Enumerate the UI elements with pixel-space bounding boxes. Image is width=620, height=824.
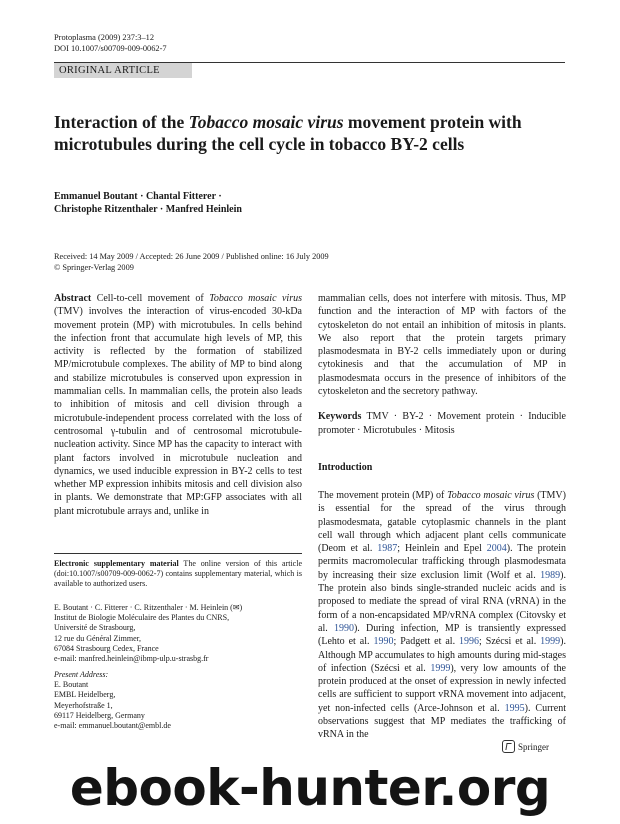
- dates-received: Received: 14 May 2009 / Accepted: 26 June 2009 / Published online: 16 July 2009: [54, 252, 329, 261]
- citation-link[interactable]: 1990: [333, 622, 354, 634]
- journal-citation: Protoplasma (2009) 237:3–12: [54, 33, 155, 42]
- citation-link[interactable]: 1995: [504, 702, 525, 714]
- citation-link[interactable]: 1999: [540, 636, 561, 648]
- journal-header: [54, 32, 167, 54]
- citation-link[interactable]: 1999: [430, 662, 451, 674]
- journal-doi: DOI 10.1007/s00709-009-0062-7: [54, 44, 167, 53]
- abstract-continued: mammalian cells, does not interfere with mitosis. Thus, MP function and the interaction of MP with factors of the cytoskeleton do not entail an inhibition of mitosis in plants. We also report that the protein targets primary plasmodesmata in BY-2 cells immediately upon or during cytokinesis and that the accumulation of MP in plasmodesmata occurs in the presence of inhibitors of the cytoskeleton and the secretory pathway. Keywords TMV · BY-2 · Movement protein · Inducible promoter · Microtubules · Mitosis: [318, 293, 566, 436]
- introduction-heading: Introduction: [318, 462, 373, 473]
- article-type-label: ORIGINAL ARTICLE: [54, 63, 192, 78]
- author-list: [54, 190, 454, 216]
- authors-line-1: Emmanuel Boutant · Chantal Fitterer ·: [54, 191, 222, 202]
- article-title: Interaction of the Tobacco mosaic virus movement protein with microtubules during the cell cycle in tobacco BY-2 cells: [54, 112, 522, 154]
- citation-link[interactable]: 2004: [486, 543, 507, 555]
- introduction-text: The movement protein (MP) of Tobacco mosaic virus (TMV) is essential for the spread of the virus through plasmodesmata, gatable cytoplasmic channels in the plant cell wall through which adjacent plant cells communicate (Deom et al. 1987; Heinlein and Epel 2004). The protein permits macromolecular trafficking through plasmodesmata by increasing their size exclusion limit (Wolf et al. 1989). The protein also binds single-stranded nucleic acids and is proposed to mediate the spread of viral RNA (vRNA) in the form of a non-encapsidated MP/vRNA complex (Citovsky et al. 1990). During infection, MP is transiently expressed (Lehto et al. 1990; Padgett et al. 1996; Szécsi et al. 1999). Although MP accumulates to high amounts during mid-stages of infection (Szécsi et al. 1999), very low amounts of the protein produced at the onset of expression in newly infected cells are sufficient to support vRNA movement into adjacent, yet non-infected cells (Arce-Johnson et al. 1995). Current observations suggest that MP mediates the trafficking of vRNA in the: [318, 490, 566, 741]
- supplementary-note: Electronic supplementary material The online version of this article (doi:10.1007/s00709-009-0062-7) contains supplementary material, which is available to authorized users.: [54, 559, 302, 589]
- keywords-label: Keywords: [318, 411, 362, 423]
- present-email[interactable]: e-mail: emmanuel.boutant@embl.de: [54, 721, 171, 731]
- footnote-rule: [54, 553, 302, 554]
- citation-link[interactable]: 1989: [540, 569, 561, 581]
- publication-dates: [54, 251, 565, 273]
- present-address: Present Address: E. Boutant EMBL Heidelberg, Meyerhofstraße 1, 69117 Heidelberg, Germany e-mail: emmanuel.boutant@embl.de: [54, 670, 302, 731]
- authors-line-2: Christophe Ritzenthaler · Manfred Heinlein: [54, 204, 242, 215]
- copyright: © Springer-Verlag 2009: [54, 263, 134, 272]
- watermark: ebook-hunter.org: [69, 759, 551, 817]
- springer-horse-icon: [502, 740, 515, 753]
- author-email[interactable]: e-mail: manfred.heinlein@ibmp-ulp.u-strasbg.fr: [54, 654, 209, 664]
- citation-link[interactable]: 1996: [459, 636, 480, 648]
- abstract-label: Abstract: [54, 293, 92, 304]
- citation-link[interactable]: 1987: [377, 543, 398, 555]
- springer-logo: Springer: [502, 740, 549, 753]
- abstract: Abstract Cell-to-cell movement of Tobacco mosaic virus (TMV) involves the interaction of virus-encoded 30-kDa movement protein (MP) with microtubules. In cells behind the infection front that accumulate high levels of MP, this activity is reflected by the formation of stabilized MP/microtubule complexes. The ability of MP to bind along and stabilize microtubules is conserved upon expression in mammalian cells. In mammalian cells, the protein also leads to inhibition of mitosis and cell division through a microtubule-independent process correlated with the loss of centrosomal γ-tubulin and of centrosomal microtubule-nucleation activity. Since MP has the capacity to interact with plant factors involved in microtubule nucleation and dynamics, we used inducible expression in BY-2 cells to test whether MP expression inhibits mitosis and cell division also in plants. We demonstrate that MP:GFP associates with all plant microtubule arrays and, unlike in: [54, 293, 302, 517]
- keywords: Keywords TMV · BY-2 · Movement protein · Inducible promoter · Microtubules · Mitosis: [318, 411, 566, 436]
- citation-link[interactable]: 1990: [373, 636, 394, 648]
- affiliation: E. Boutant · C. Fitterer · C. Ritzenthaler · M. Heinlein (✉) Institut de Biologie Moléculaire des Plantes du CNRS, Université de Strasbourg, 12 rue du Général Zimmer, 67084 Strasbourg Cedex, France e-mail: manfred.heinlein@ibmp-ulp.u-strasbg.fr: [54, 603, 302, 664]
